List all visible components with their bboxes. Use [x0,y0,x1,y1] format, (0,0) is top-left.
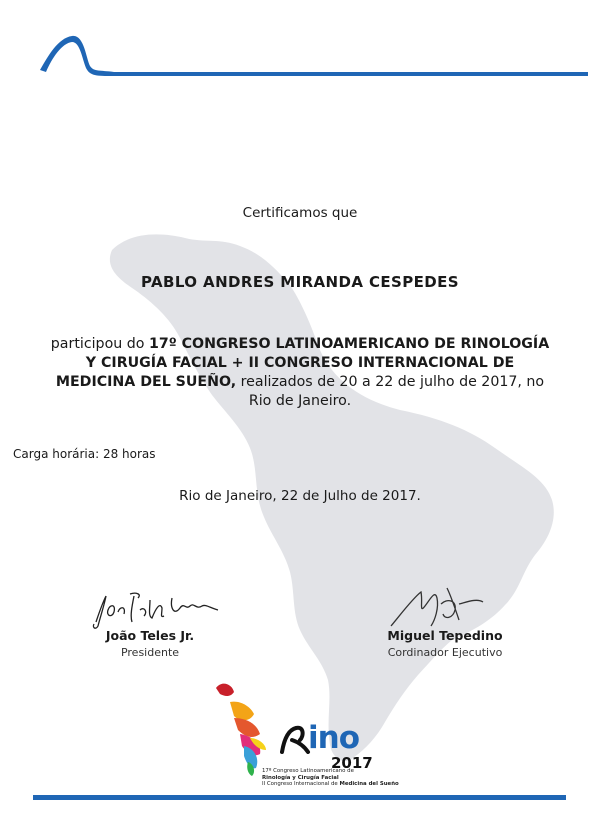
logo-caption-line-3-prefix: II Congreso Internacional de [262,781,340,788]
logo-caption [262,768,422,788]
logo-caption-line-3 [262,781,422,788]
footer-blue-bar [33,795,566,800]
signature-president-icon [90,588,230,632]
workload-hours: Carga horária: 28 horas [13,447,156,461]
event-name-line-3: MEDICINA DEL SUEÑO, [55,374,237,390]
event-name-line-1: 17º CONGRESO LATINOAMERICANO DE RINOLOGÍA [148,336,550,352]
certify-intro: Certificamos que [242,205,358,221]
logo-caption-line-2 [262,775,422,782]
recipient-name: PABLO ANDRES MIRANDA CESPEDES [141,273,459,291]
signature-1-name: João Teles Jr. [105,628,195,643]
logo-caption-line-3-bold: Medicina del Sueño [339,781,399,788]
logo-caption-line-2-text: Rinología y Cirugía Facial [262,774,339,781]
body-line-4: Rio de Janeiro. [248,393,352,409]
logo-caption-line-1: 17º Congreso Latinoamericano de [262,768,354,774]
event-name-line-2: Y CIRUGÍA FACIAL + II CONGRESO INTERNACIONAL DE [85,355,515,371]
brand-wave-logo-icon [32,28,592,90]
body-line-2 [8,354,592,373]
signature-coordinator-icon [385,584,505,634]
signature-2-name: Miguel Tepedino [387,628,503,643]
body-line-1 [8,335,592,354]
signature-1-role: Presidente [120,646,180,659]
logo-wordmark: ino [308,720,359,756]
certificate-body [8,335,592,411]
signature-2-role: Cordinador Ejecutivo [387,646,503,659]
body-prefix: participou do [50,336,149,352]
rino-r-mark-icon [278,724,312,754]
event-logo [200,678,399,788]
colorful-continent-icon [200,678,290,778]
place-and-date: Rio de Janeiro, 22 de Julho de 2017. [179,488,421,504]
logo-year: 2017 [331,754,373,772]
body-line-3 [8,373,592,392]
body-dates: realizados de 20 a 22 de julho de 2017, no [236,374,545,390]
